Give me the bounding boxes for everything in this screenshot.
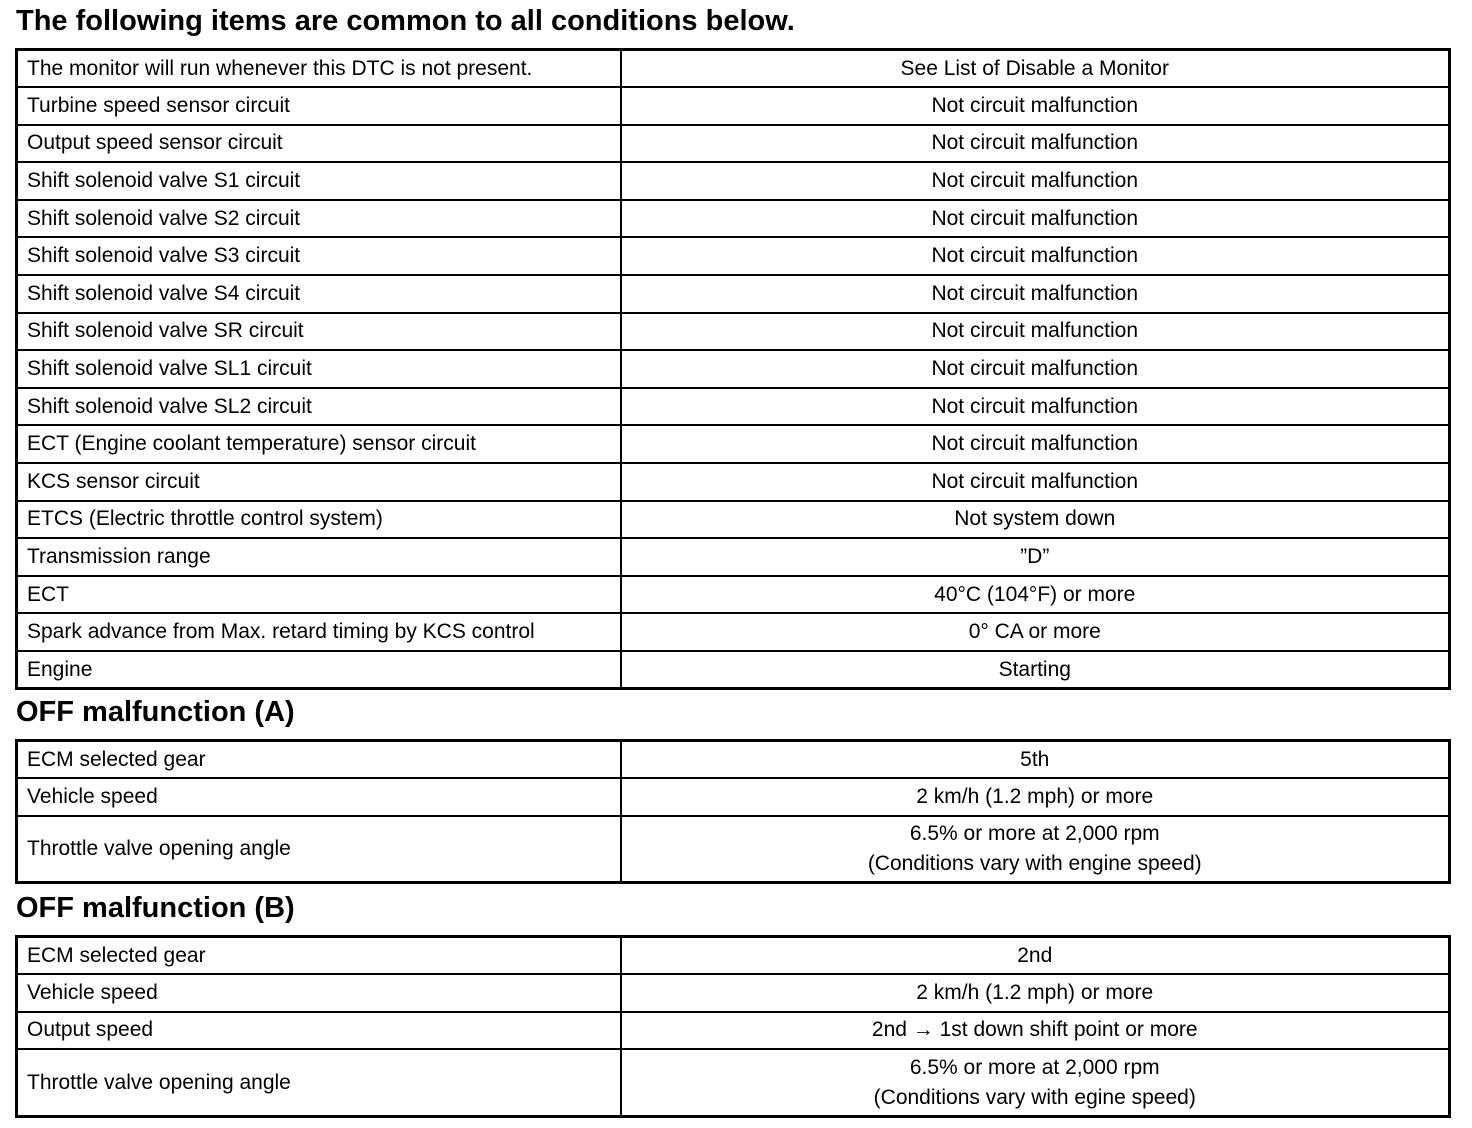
table-row [17,87,1450,125]
condition-value: 6.5% or more at 2,000 rpm (Conditions vary with egine speed) [621,1049,1450,1116]
condition-value: 40°C (104°F) or more [621,576,1450,614]
condition-value: 2 km/h (1.2 mph) or more [621,974,1450,1012]
condition-value: Not circuit malfunction [621,275,1450,313]
table-row [17,613,1450,651]
table-row [17,162,1450,200]
condition-item: ECT [17,576,621,614]
table-row [17,1049,1450,1116]
table-row [17,741,1450,779]
condition-item: Shift solenoid valve S3 circuit [17,237,621,275]
table-row [17,501,1450,539]
table-row [17,388,1450,426]
table-row [17,1012,1450,1050]
condition-item: Shift solenoid valve SL2 circuit [17,388,621,426]
condition-value: See List of Disable a Monitor [621,50,1450,88]
condition-item: Throttle valve opening angle [17,816,621,883]
condition-value: Not circuit malfunction [621,237,1450,275]
table-row [17,200,1450,238]
table-row [17,816,1450,883]
condition-item: ECM selected gear [17,741,621,779]
table-row [17,50,1450,88]
table-row [17,313,1450,351]
common-conditions-heading: The following items are common to all conditions below. [16,5,795,37]
table-row [17,937,1450,975]
condition-value: Not circuit malfunction [621,87,1450,125]
table-row [17,974,1450,1012]
off-malfunction-a-table [15,739,1451,884]
table-row [17,576,1450,614]
condition-value: 2nd [621,937,1450,975]
condition-value: Not circuit malfunction [621,425,1450,463]
condition-item: The monitor will run whenever this DTC is not present. [17,50,621,88]
condition-value: Not circuit malfunction [621,200,1450,238]
condition-item: Shift solenoid valve SL1 circuit [17,350,621,388]
condition-item: Shift solenoid valve S1 circuit [17,162,621,200]
condition-item: Turbine speed sensor circuit [17,87,621,125]
condition-value: Not circuit malfunction [621,313,1450,351]
condition-item: Throttle valve opening angle [17,1049,621,1116]
common-conditions-table [15,48,1451,690]
condition-item: Spark advance from Max. retard timing by KCS control [17,613,621,651]
condition-item: Transmission range [17,538,621,576]
table-row [17,275,1450,313]
condition-item: Output speed [17,1012,621,1050]
condition-item: KCS sensor circuit [17,463,621,501]
condition-item: ECT (Engine coolant temperature) sensor circuit [17,425,621,463]
table-row [17,237,1450,275]
condition-value: Not circuit malfunction [621,125,1450,163]
table-row [17,425,1450,463]
condition-value: Not circuit malfunction [621,162,1450,200]
condition-value: Not system down [621,501,1450,539]
condition-value: Not circuit malfunction [621,350,1450,388]
condition-item: ECM selected gear [17,937,621,975]
table-row [17,778,1450,816]
condition-item: Vehicle speed [17,778,621,816]
off-malfunction-b-heading: OFF malfunction (B) [16,892,295,924]
table-row [17,538,1450,576]
condition-item: Output speed sensor circuit [17,125,621,163]
table-row [17,463,1450,501]
condition-item: Engine [17,651,621,689]
condition-value: Not circuit malfunction [621,463,1450,501]
off-malfunction-a-heading: OFF malfunction (A) [16,696,295,728]
condition-item: ETCS (Electric throttle control system) [17,501,621,539]
off-malfunction-b-table [15,935,1451,1118]
condition-value: ”D” [621,538,1450,576]
condition-value: Starting [621,651,1450,689]
table-row [17,350,1450,388]
table-row [17,651,1450,689]
condition-value: 2nd → 1st down shift point or more [621,1012,1450,1050]
condition-value: 0° CA or more [621,613,1450,651]
table-row [17,125,1450,163]
condition-item: Vehicle speed [17,974,621,1012]
condition-value: 6.5% or more at 2,000 rpm (Conditions vary with engine speed) [621,816,1450,883]
condition-value: 5th [621,741,1450,779]
condition-value: 2 km/h (1.2 mph) or more [621,778,1450,816]
condition-value: Not circuit malfunction [621,388,1450,426]
condition-item: Shift solenoid valve S4 circuit [17,275,621,313]
condition-item: Shift solenoid valve SR circuit [17,313,621,351]
condition-item: Shift solenoid valve S2 circuit [17,200,621,238]
